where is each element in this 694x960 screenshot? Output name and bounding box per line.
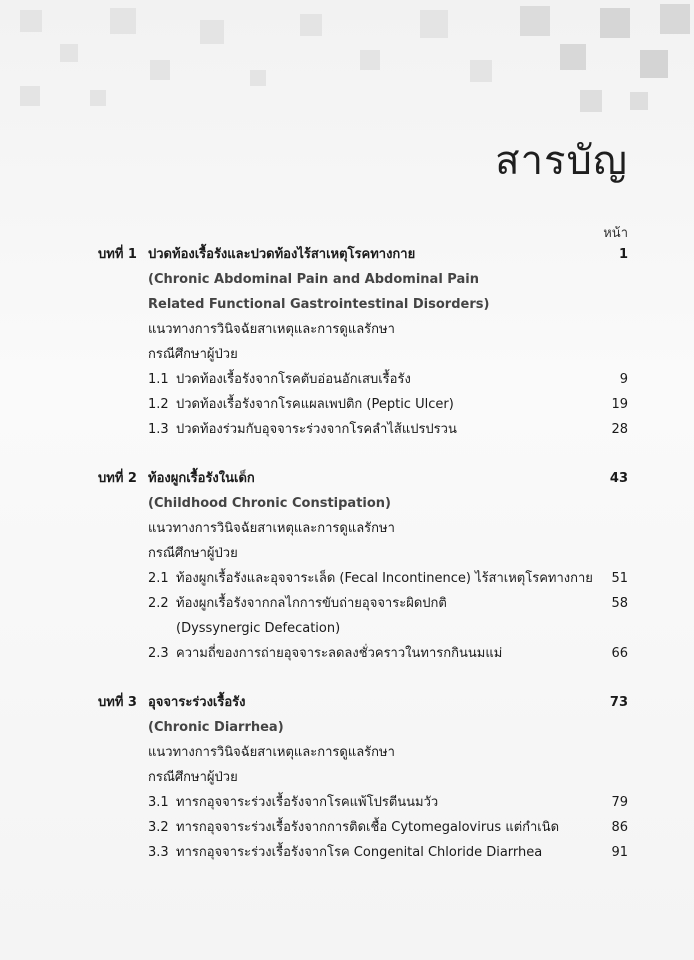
section-1-3-page: 28 (611, 422, 628, 437)
section-3-2-number: 3.2 (148, 820, 169, 835)
section-1-3-number: 1.3 (148, 422, 169, 437)
page-title: สารบัญ (495, 138, 628, 184)
section-2-1-number: 2.1 (148, 571, 169, 586)
chapter-3-note-case-study: กรณีศึกษาผู้ป่วย (148, 770, 238, 785)
section-2-2-title[interactable]: ท้องผูกเรื้อรังจากกลไกการขับถ่ายอุจจาระผิดปกติ (176, 596, 447, 611)
section-2-3-number: 2.3 (148, 646, 169, 661)
chapter-1-note-case-study: กรณีศึกษาผู้ป่วย (148, 347, 238, 362)
section-2-3-title[interactable]: ความถี่ของการถ่ายอุจจาระลดลงชั่วคราวในทารกกินนมแม่ (176, 646, 503, 661)
section-1-2-page: 19 (611, 397, 628, 412)
section-1-2-title[interactable]: ปวดท้องเรื้อรังจากโรคแผลเพปติก (Peptic Ulcer) (176, 397, 454, 412)
section-2-2-title-continued[interactable]: (Dyssynergic Defecation) (176, 621, 341, 636)
section-2-1-page: 51 (611, 571, 628, 586)
chapter-2-english-line1: (Childhood Chronic Constipation) (148, 496, 391, 511)
section-3-1-title[interactable]: ทารกอุจจาระร่วงเรื้อรังจากโรคแพ้โปรตีนนมวัว (176, 795, 439, 810)
chapter-2-label: บทที่ 2 (98, 471, 137, 486)
section-3-3-number: 3.3 (148, 845, 169, 860)
chapter-1-note-guideline: แนวทางการวินิจฉัยสาเหตุและการดูแลรักษา (148, 322, 395, 337)
chapter-3-title[interactable]: อุจจาระร่วงเรื้อรัง (148, 695, 246, 710)
section-3-3-title[interactable]: ทารกอุจจาระร่วงเรื้อรังจากโรค Congenital Chloride Diarrhea (176, 845, 543, 860)
section-3-2-title[interactable]: ทารกอุจจาระร่วงเรื้อรังจากการติดเชื้อ Cytomegalovirus แต่กำเนิด (176, 820, 560, 835)
section-2-1-title[interactable]: ท้องผูกเรื้อรังและอุจจาระเล็ด (Fecal Incontinence) ไร้สาเหตุโรคทางกาย (176, 571, 593, 586)
decorative-square-pattern (0, 0, 694, 120)
section-1-2-number: 1.2 (148, 397, 169, 412)
page-column-header: หน้า (603, 226, 628, 241)
section-1-1-page: 9 (619, 372, 628, 387)
section-2-2-page: 58 (611, 596, 628, 611)
section-3-1-page: 79 (611, 795, 628, 810)
section-1-3-title[interactable]: ปวดท้องร่วมกับอุจจาระร่วงจากโรคลำไส้แปรปรวน (176, 422, 457, 437)
chapter-1-label: บทที่ 1 (98, 247, 137, 262)
chapter-3-note-guideline: แนวทางการวินิจฉัยสาเหตุและการดูแลรักษา (148, 745, 395, 760)
chapter-1-english-line2: Related Functional Gastrointestinal Disorders) (148, 297, 490, 312)
chapter-1-page: 1 (618, 247, 628, 262)
chapter-1-english-line1: (Chronic Abdominal Pain and Abdominal Pain (148, 272, 479, 287)
chapter-2-note-case-study: กรณีศึกษาผู้ป่วย (148, 546, 238, 561)
section-1-1-number: 1.1 (148, 372, 169, 387)
chapter-3-page: 73 (609, 695, 628, 710)
section-3-2-page: 86 (611, 820, 628, 835)
chapter-3-english-line1: (Chronic Diarrhea) (148, 720, 284, 735)
chapter-2-note-guideline: แนวทางการวินิจฉัยสาเหตุและการดูแลรักษา (148, 521, 395, 536)
chapter-2-title[interactable]: ท้องผูกเรื้อรังในเด็ก (148, 471, 255, 486)
section-2-2-number: 2.2 (148, 596, 169, 611)
chapter-2-page: 43 (609, 471, 628, 486)
section-1-1-title[interactable]: ปวดท้องเรื้อรังจากโรคตับอ่อนอักเสบเรื้อรัง (176, 372, 411, 387)
section-3-3-page: 91 (611, 845, 628, 860)
chapter-1-title[interactable]: ปวดท้องเรื้อรังและปวดท้องไร้สาเหตุโรคทางกาย (148, 247, 416, 262)
section-3-1-number: 3.1 (148, 795, 169, 810)
section-2-3-page: 66 (611, 646, 628, 661)
chapter-3-label: บทที่ 3 (98, 695, 137, 710)
